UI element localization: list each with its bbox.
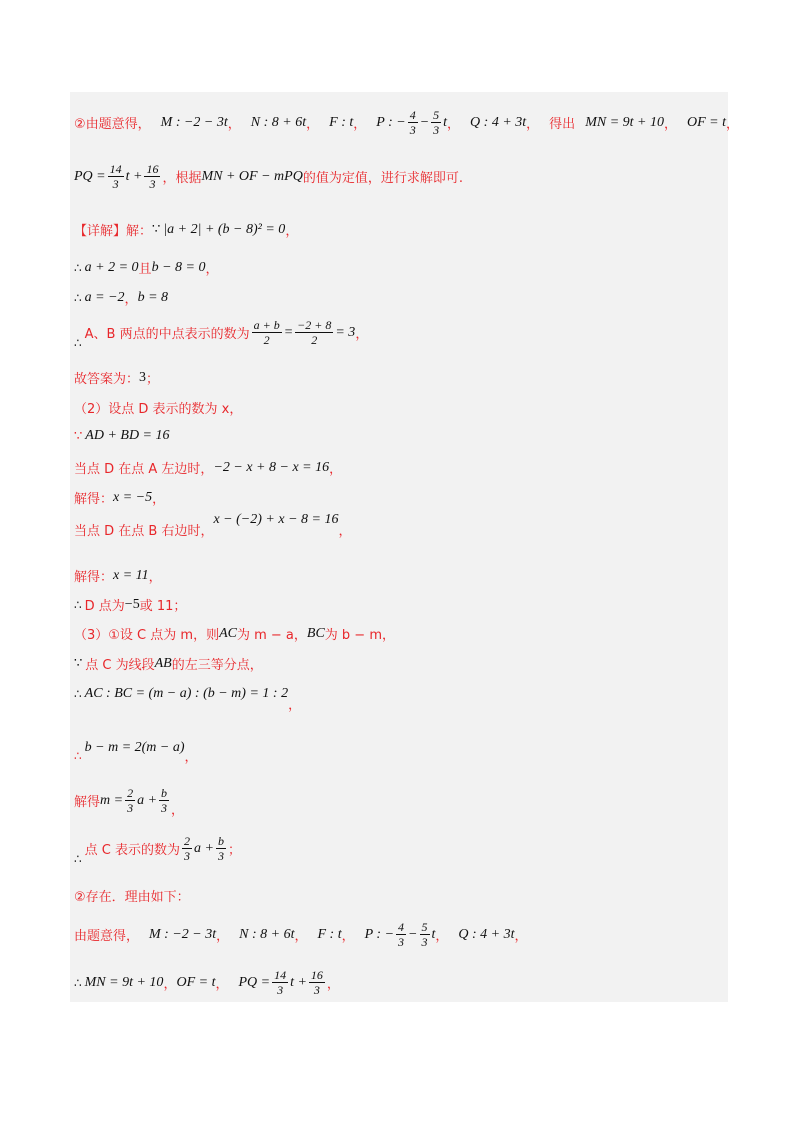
numerator: 4	[398, 920, 405, 934]
text: 为 b − m，	[324, 628, 395, 643]
text: （3）①设 C 点为 m，则	[74, 628, 220, 643]
comma: ，	[663, 117, 677, 132]
fraction	[216, 834, 226, 863]
math: MN = 9t + 10	[84, 974, 164, 990]
line-21	[74, 886, 190, 905]
math: a +	[193, 840, 214, 856]
therefore-symbol: ∴	[74, 335, 82, 350]
comma: ，	[163, 977, 177, 992]
numerator: a + b	[253, 318, 280, 332]
line-13	[74, 566, 162, 585]
because-symbol: ∵	[152, 222, 161, 237]
line-6	[74, 318, 369, 350]
math: AC : BC = (m − a) : (b − m) = 1 : 2	[84, 685, 289, 701]
comma: ，	[227, 117, 241, 132]
denominator: 3	[127, 801, 134, 815]
math: PQ =	[74, 168, 106, 184]
denominator: 2	[263, 333, 270, 347]
denominator: 3	[112, 177, 119, 191]
line-9	[74, 428, 170, 444]
comma: ，	[171, 803, 185, 818]
comma: ，	[341, 929, 355, 944]
line-15	[74, 624, 395, 643]
comma: ，	[329, 462, 343, 477]
comma: ，	[514, 929, 528, 944]
line-7	[74, 368, 159, 387]
therefore-symbol: ∴	[74, 851, 82, 866]
math: M : −2 − 3t	[149, 926, 217, 942]
math: N : 8 + 6t	[250, 114, 307, 130]
text: D 点为	[84, 599, 125, 614]
line-17	[74, 684, 302, 713]
comma: ，	[294, 929, 308, 944]
comma: ，	[288, 698, 302, 713]
comma: ，	[152, 492, 166, 507]
denominator: 3	[409, 123, 416, 137]
comma: ，	[148, 570, 162, 585]
math: OF = t	[687, 114, 726, 130]
numerator: 5	[421, 920, 428, 934]
fraction	[408, 108, 418, 137]
math: F : t	[329, 114, 354, 130]
math: AB	[154, 655, 172, 671]
fraction	[108, 162, 124, 191]
math: b = 8	[137, 289, 169, 305]
math: AC	[219, 625, 237, 641]
therefore-symbol: ∴	[74, 686, 82, 701]
math: m =	[100, 792, 124, 808]
line-20	[74, 834, 241, 866]
denominator: 3	[398, 935, 405, 949]
line-8	[74, 398, 242, 417]
math: P : −	[376, 114, 406, 130]
text: 当点 D 在点 B 右边时，	[74, 524, 214, 539]
math: = 3	[335, 324, 356, 340]
math: t +	[290, 974, 307, 990]
math: AD + BD = 16	[85, 428, 170, 443]
comma: ，	[216, 929, 230, 944]
numerator: 4	[409, 108, 416, 122]
math: N : 8 + 6t	[239, 926, 295, 942]
fraction	[144, 162, 160, 191]
math: x = 11	[113, 567, 149, 583]
math: Q : 4 + 3t	[458, 926, 515, 942]
math: b − 8 = 0	[151, 259, 206, 275]
math: a = −2	[84, 289, 125, 305]
text: 或 11；	[139, 599, 187, 614]
comma: ，	[526, 117, 540, 132]
line-23	[74, 968, 340, 997]
line-2	[74, 162, 463, 191]
because-symbol: ∵	[74, 656, 83, 671]
denominator: 3	[217, 849, 224, 863]
math: t	[443, 114, 448, 130]
comma: ，	[285, 224, 299, 239]
line-22	[74, 920, 528, 949]
therefore-symbol: ∴	[74, 975, 82, 990]
numerator: 14	[109, 162, 122, 176]
comma: ，	[124, 292, 138, 307]
fraction	[182, 834, 192, 863]
math: a +	[137, 792, 158, 808]
comma: ，	[184, 750, 198, 765]
line-19	[74, 786, 185, 818]
comma: ，	[353, 117, 367, 132]
text: 解得：	[74, 570, 114, 585]
line-12	[74, 511, 352, 539]
comma: ，	[306, 117, 320, 132]
math: OF = t	[176, 974, 216, 990]
text: 故答案为：	[74, 372, 140, 387]
text: ，根据	[162, 171, 202, 186]
text: 当点 D 在点 A 左边时，	[74, 462, 214, 477]
text: ；	[227, 843, 241, 858]
comma: ，	[726, 117, 740, 132]
math: x = −5	[113, 489, 153, 505]
fraction	[420, 920, 430, 949]
fraction	[431, 108, 441, 137]
math: Q : 4 + 3t	[470, 114, 527, 130]
fraction	[272, 968, 288, 997]
because-symbol: ∵	[74, 428, 83, 444]
comma: ，	[326, 977, 340, 992]
math: t +	[125, 168, 143, 184]
comma: ，	[205, 262, 219, 277]
numerator: 14	[274, 968, 287, 982]
line-1	[74, 108, 739, 137]
line-10	[74, 458, 342, 477]
line-14	[74, 595, 186, 614]
text: A、B 两点的中点表示的数为	[84, 327, 250, 342]
text: 得出	[549, 117, 576, 132]
denominator: 3	[149, 177, 156, 191]
math: MN = 9t + 10	[585, 114, 664, 130]
fraction	[159, 786, 169, 815]
line-5	[74, 288, 168, 307]
therefore-symbol: ∴	[74, 748, 82, 763]
text: 点 C 表示的数为	[84, 843, 180, 858]
line-4	[74, 258, 218, 277]
fraction	[309, 968, 325, 997]
math: x − (−2) + x − 8 = 16	[213, 511, 339, 527]
math: −	[408, 926, 418, 942]
math: t	[431, 926, 436, 942]
denominator: 3	[161, 801, 168, 815]
math: F : t	[317, 926, 342, 942]
text: 解得：	[74, 492, 114, 507]
fraction	[295, 318, 333, 347]
fraction	[396, 920, 406, 949]
math: MN + OF − mPQ	[201, 168, 303, 184]
denominator: 3	[183, 849, 190, 863]
line-18	[74, 738, 198, 765]
math: a + 2 = 0	[84, 259, 139, 275]
numerator: 16	[146, 162, 159, 176]
text: 解得	[74, 795, 101, 810]
denominator: 3	[433, 123, 440, 137]
comma: ，	[215, 977, 229, 992]
math: BC	[306, 625, 325, 641]
therefore-symbol: ∴	[74, 260, 82, 275]
text: 【详解】解：	[74, 224, 153, 239]
math: |a + 2| + (b − 8)² = 0	[163, 221, 286, 237]
text: ②由题意得，	[74, 117, 151, 132]
comma: ，	[447, 117, 461, 132]
numerator: 5	[433, 108, 440, 122]
text: 的值为定值，进行求解即可.	[302, 171, 463, 186]
math: M : −2 − 3t	[160, 114, 228, 130]
therefore-symbol: ∴	[74, 597, 82, 612]
fraction	[252, 318, 282, 347]
math: b − m = 2(m − a)	[84, 739, 185, 755]
text: 为 m − a，	[236, 628, 307, 643]
comma: ，	[338, 524, 352, 539]
denominator: 3	[421, 935, 428, 949]
denominator: 3	[277, 983, 284, 997]
math: 3	[139, 369, 147, 385]
fraction	[125, 786, 135, 815]
math: −5	[124, 596, 140, 612]
text: ②存在．理由如下：	[74, 890, 190, 905]
math: PQ =	[238, 974, 271, 990]
text: 的左三等分点，	[171, 658, 263, 673]
denominator: 2	[311, 333, 318, 347]
text: （2）设点 D 表示的数为 x，	[74, 402, 243, 417]
numerator: b	[217, 834, 224, 848]
numerator: −2 + 8	[297, 318, 332, 332]
line-3	[74, 220, 298, 239]
math: =	[283, 324, 294, 340]
denominator: 3	[313, 983, 320, 997]
numerator: b	[161, 786, 168, 800]
line-16	[74, 654, 263, 673]
numerator: 2	[127, 786, 134, 800]
math: −2 − x + 8 − x = 16	[213, 459, 330, 475]
text: 由题意得，	[74, 929, 140, 944]
line-11	[74, 488, 165, 507]
math: P : −	[364, 926, 395, 942]
math: −	[419, 114, 430, 130]
comma: ，	[355, 327, 369, 342]
numerator: 2	[183, 834, 190, 848]
text: 点 C 为线段	[85, 658, 155, 673]
text: ；	[146, 372, 160, 387]
therefore-symbol: ∴	[74, 290, 82, 305]
numerator: 16	[310, 968, 323, 982]
comma: ，	[435, 929, 449, 944]
text: 且	[138, 262, 152, 277]
